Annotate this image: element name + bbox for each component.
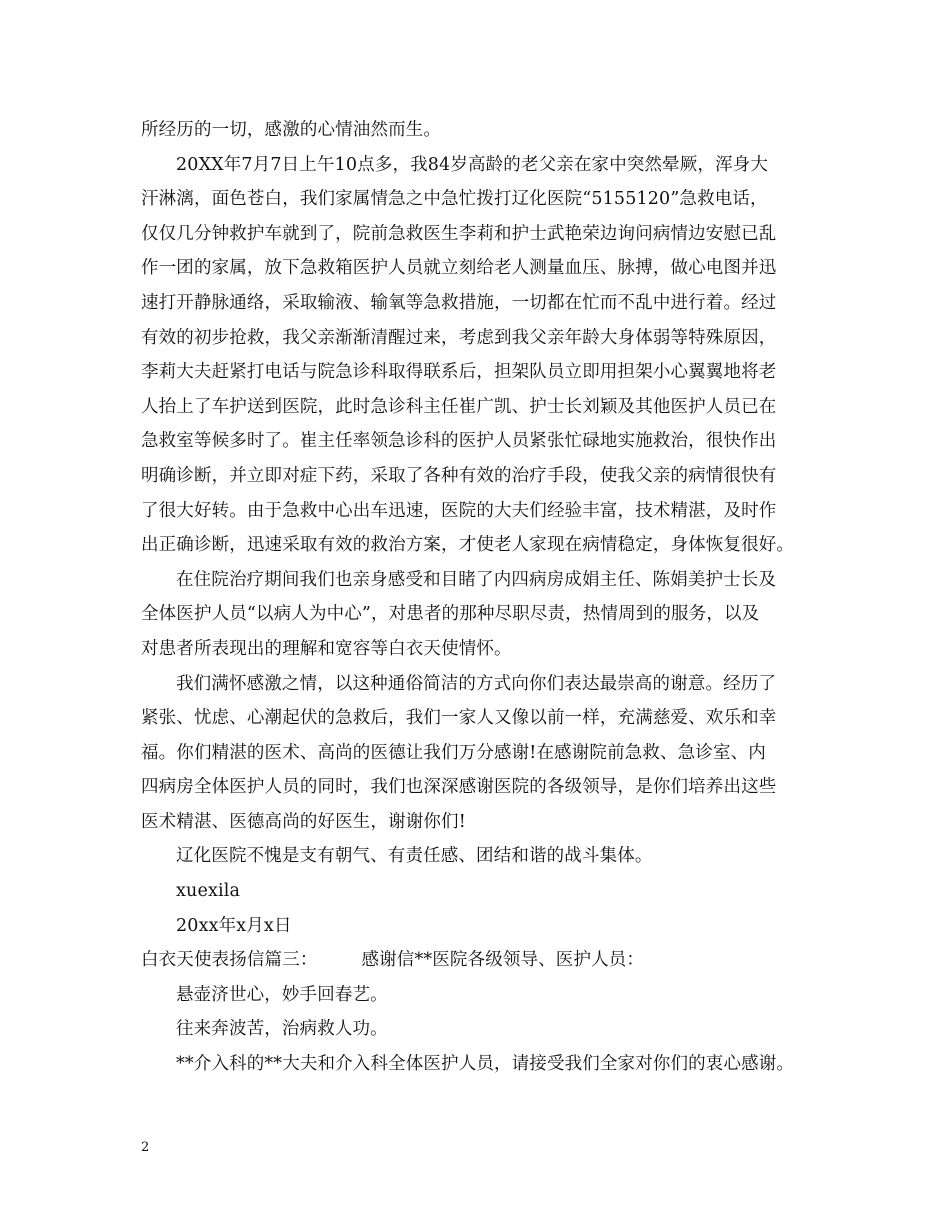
text-line: 紧张、忧虑、心潮起伏的急救后，我们一家人又像以前一样，充满慈爱、欢乐和幸 (141, 708, 777, 729)
text-line: 有效的初步抢救，我父亲渐渐清醒过来，考虑到我父亲年龄大身体弱等特殊原因， (141, 327, 777, 348)
page-number: 2 (141, 1140, 150, 1155)
text-line: 所经历的一切，感激的心情油然而生。 (141, 120, 442, 140)
text-line: 往来奔波苦，治病救人功。 (176, 1019, 388, 1040)
document-body (141, 113, 823, 1082)
signature-date: 20xx年x月x日 (176, 915, 292, 936)
text-line: 辽化医院不愧是支有朝气、有责任感、团结和谐的战斗集体。 (176, 846, 653, 867)
text-line: 20XX年7月7日上午10点多，我84岁高龄的老父亲在家中突然晕厥，浑身大 (176, 154, 769, 175)
letter-salutation: 感谢信**医院各级领导、医护人员： (361, 950, 645, 971)
text-line: 我们满怀感激之情，以这种通俗简洁的方式向你们表达最崇高的谢意。经历了 (176, 673, 777, 694)
text-line: 医术精湛、医德高尚的好医生，谢谢你们! (141, 811, 466, 832)
text-line: 出正确诊断，迅速采取有效的救治方案，才使老人家现在病情稳定，身体恢复很好。 (141, 535, 795, 556)
text-line: 对患者所表现出的理解和宽容等白衣天使情怀。 (141, 638, 512, 659)
text-line: 汗淋漓，面色苍白，我们家属情急之中急忙拨打辽化医院“5155120”急救电话， (141, 189, 768, 210)
section-heading-title: 白衣天使表扬信篇三： (141, 950, 318, 971)
text-line: 悬壶济世心，妙手回春艺。 (176, 984, 388, 1005)
text-line: 作一团的家属，放下急救箱医护人员就立刻给老人测量血压、脉搏，做心电图并迅 (141, 258, 777, 279)
text-line: 四病房全体医护人员的同时，我们也深深感谢医院的各级领导，是你们培养出这些 (141, 777, 777, 798)
text-line: 明确诊断，并立即对症下药，采取了各种有效的治疗手段，使我父亲的病情很快有 (141, 465, 777, 486)
text-line: 在住院治疗期间我们也亲身感受和目睹了内四病房成娟主任、陈娟美护士长及 (176, 569, 777, 590)
text-line: 仅仅几分钟救护车就到了，院前急救医生李莉和护士武艳荣边询问病情边安慰已乱 (141, 223, 777, 244)
text-line: **介入科的**大夫和介入科全体医护人员，请接受我们全家对你们的衷心感谢。 (176, 1054, 795, 1075)
text-line: 李莉大夫赶紧打电话与院急诊科取得联系后，担架队员立即用担架小心翼翼地将老 (141, 362, 777, 383)
signature-name: xuexila (176, 881, 241, 902)
text-line: 福。你们精湛的医术、高尚的医德让我们万分感谢!在感谢院前急救、急诊室、内 (141, 742, 766, 763)
text-line: 速打开静脉通络，采取输液、输氧等急救措施，一切都在忙而不乱中进行着。经过 (141, 292, 777, 313)
text-line: 急救室等候多时了。崔主任率领急诊科的医护人员紧张忙碌地实施救治，很快作出 (141, 431, 777, 452)
text-line: 了很大好转。由于急救中心出车迅速，医院的大夫们经验丰富，技术精湛，及时作 (141, 500, 777, 521)
text-line: 全体医护人员“以病人为中心”，对患者的那种尽职尽责，热情周到的服务，以及 (141, 604, 760, 625)
section-heading-line (141, 943, 823, 978)
text-line: 人抬上了车护送到医院，此时急诊科主任崔广凯、护士长刘颖及其他医护人员已在 (141, 396, 777, 417)
